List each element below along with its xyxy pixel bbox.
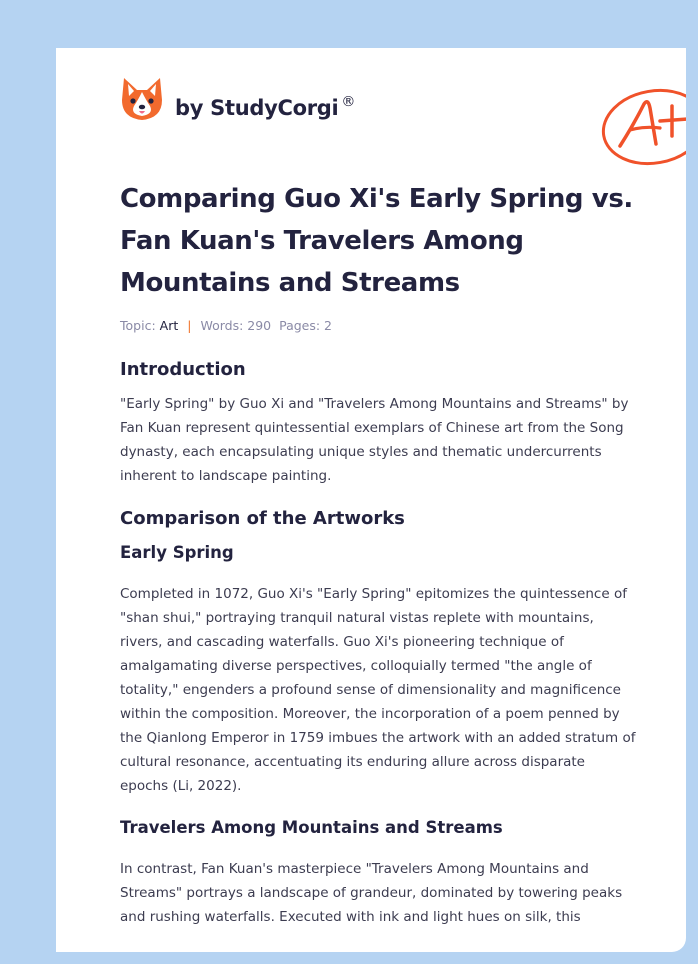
brand-name[interactable]: by StudyCorgi ®: [175, 94, 356, 120]
document-page: [56, 48, 686, 952]
document-title: Comparing Guo Xi's Early Spring vs. Fan Kuan's Travelers Among Mountains and Streams: [120, 184, 633, 298]
word-count: Words: 290: [200, 318, 272, 333]
page-header: [120, 76, 650, 146]
registered-mark: ®: [341, 94, 356, 110]
travelers-heading: Travelers Among Mountains and Streams: [120, 818, 503, 837]
early-spring-paragraph: Completed in 1072, Guo Xi's "Early Spring" epitomizes the quintessence of "shan shui," portraying tranquil natural vistas replete with mountains, rivers, and cascading waterfalls. Guo Xi's pioneering technique of amalgamating diverse perspectives, colloquially termed "the angle of totality," engenders a profound sense of dimensionality and magnificence within the composition. Moreover, the incorporation of a poem penned by the Qianlong Emperor in 1759 imbues the artwork with an added stratum of cultural resonance, accentuating its enduring allure across disparate epochs (Li, 2022).: [120, 586, 636, 794]
introduction-heading: Introduction: [120, 359, 246, 380]
page-count: Pages: 2: [279, 318, 333, 333]
comparison-heading: Comparison of the Artworks: [120, 508, 405, 529]
grade-a-plus-icon: [600, 86, 686, 168]
early-spring-heading: Early Spring: [120, 543, 234, 562]
introduction-paragraph: "Early Spring" by Guo Xi and "Travelers Among Mountains and Streams" by Fan Kuan represent quintessential exemplars of Chinese art from the Song dynasty, each encapsulating unique styles and thematic undercurrents inherent to landscape painting.: [120, 396, 629, 484]
meta-separator: |: [187, 318, 192, 333]
document-content: [120, 178, 636, 929]
travelers-paragraph: In contrast, Fan Kuan's masterpiece "Travelers Among Mountains and Streams" portrays a landscape of grandeur, dominated by towering peaks and rushing waterfalls. Executed with ink and light hues on silk, this: [120, 861, 623, 925]
topic-link[interactable]: Art: [159, 318, 179, 333]
document-meta: [120, 318, 636, 333]
topic-label: Topic:: [120, 318, 156, 333]
corgi-logo-icon: [120, 76, 164, 122]
